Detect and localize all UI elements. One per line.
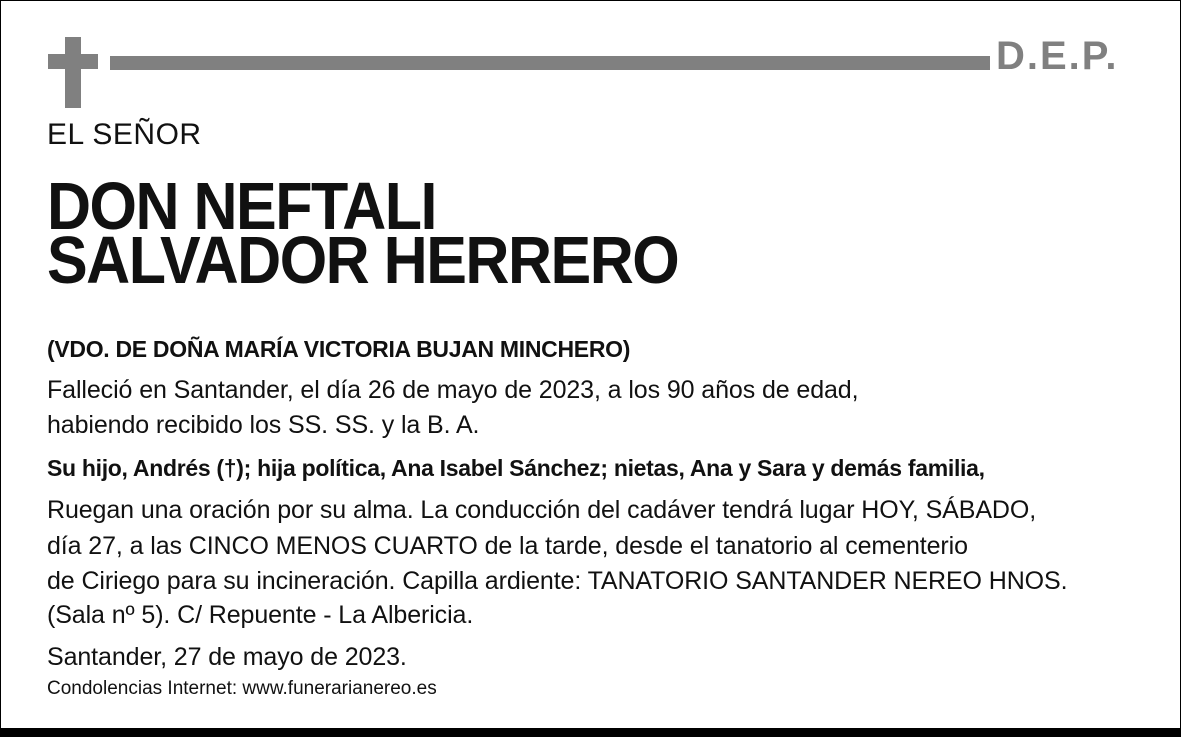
request-line-3: de Ciriego para su incineración. Capilla ardiente: TANATORIO SANTANDER NEREO HNOS. — [47, 567, 1068, 595]
request-line-2: día 27, a las CINCO MENOS CUARTO de la tarde, desde el tanatorio al cementerio — [47, 532, 968, 560]
death-line-2: habiendo recibido los SS. SS. y la B. A. — [47, 411, 480, 439]
death-line-1: Falleció en Santander, el día 26 de mayo de 2023, a los 90 años de edad, — [47, 376, 859, 404]
bottom-bar — [0, 728, 1181, 737]
deceased-name-line-2: SALVADOR HERRERO — [47, 222, 679, 298]
request-line-4: (Sala nº 5). C/ Repuente - La Albericia. — [47, 601, 474, 629]
condolences-line: Condolencias Internet: www.funerarianereo.es — [47, 678, 437, 699]
cross-icon — [48, 37, 98, 108]
honorific: EL SEÑOR — [47, 118, 202, 151]
place-date: Santander, 27 de mayo de 2023. — [47, 643, 407, 671]
header-rule — [110, 56, 990, 70]
dep-label: D.E.P. — [996, 34, 1119, 78]
deceased-name-line-1: DON NEFTALI — [47, 168, 436, 244]
family-line: Su hijo, Andrés (†); hija política, Ana Isabel Sánchez; nietas, Ana y Sara y demás familia, — [47, 455, 985, 481]
widow-of: (VDO. DE DOÑA MARÍA VICTORIA BUJAN MINCHERO) — [47, 336, 631, 362]
request-line-1: Ruegan una oración por su alma. La conducción del cadáver tendrá lugar HOY, SÁBADO, — [47, 496, 1037, 524]
